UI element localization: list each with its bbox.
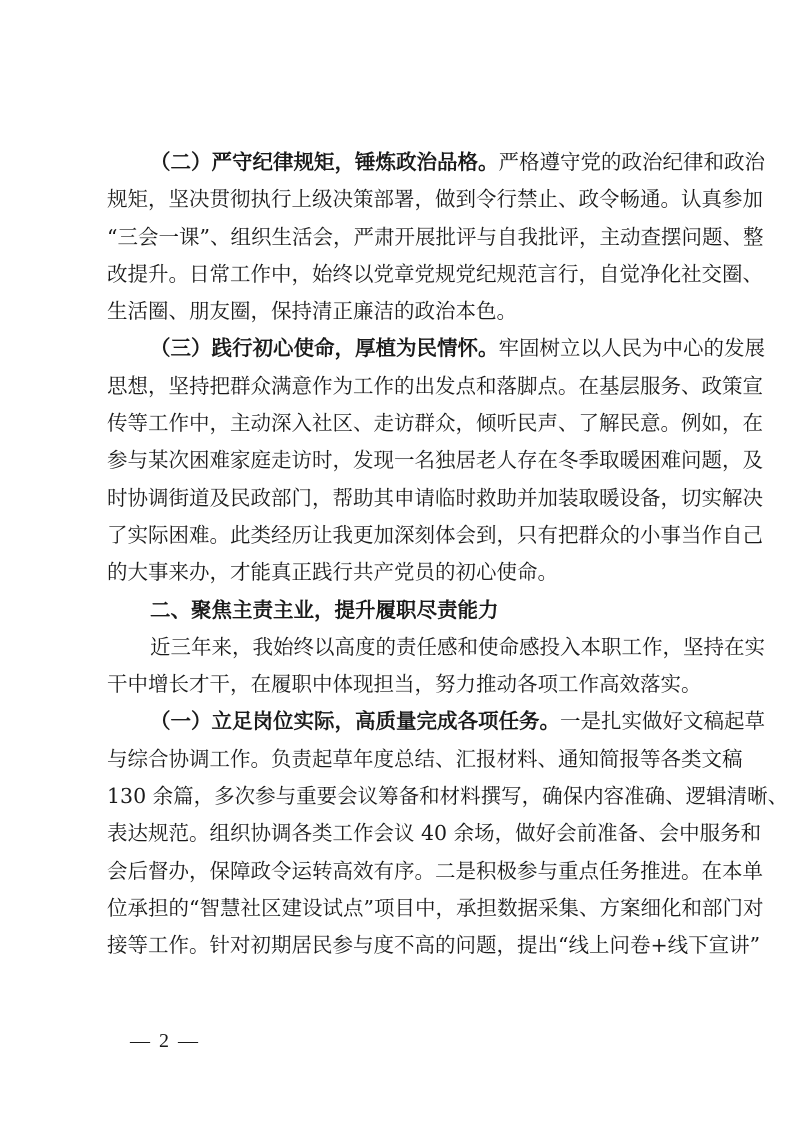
paragraph-line: [107, 927, 761, 964]
paragraph-line: [107, 741, 743, 778]
line-text: 与综合协调工作。负责起草年度总结、汇报材料、通知简报等各类文稿: [107, 746, 743, 771]
paragraph-lead: （三）践行初心使命，厚植为民情怀。: [150, 336, 499, 361]
line-text: 严格遵守党的政治纪律和政治: [498, 150, 765, 174]
paragraph-line: [107, 815, 762, 852]
paragraph-line: [107, 629, 765, 666]
line-text: 位承担的“智慧社区建设试点”项目中，承担数据采集、方案细化和部门对: [107, 895, 764, 920]
paragraph-line: [107, 256, 763, 293]
paragraph-line: [107, 703, 765, 740]
paragraph-line: [107, 890, 764, 927]
line-text: 干中增长才干，在履职中体现担当，努力推动各项工作高效落实。: [107, 672, 702, 697]
paragraph-line: [107, 480, 763, 517]
line-text: 表达规范。组织协调各类工作会议 40 余场，做好会前准备、会中服务和: [107, 821, 762, 846]
paragraph-line: [107, 219, 764, 256]
paragraph-line: [107, 293, 708, 330]
line-text: 牢固树立以人民为中心的发展: [498, 336, 765, 361]
paragraph: [107, 629, 765, 704]
line-text: 接等工作。针对初期居民参与度不高的问题，提出“线上问卷+线下宣讲”: [107, 933, 761, 958]
line-text: 130 余篇，多次参与重要会议筹备和材料撰写，确保内容准确、逻辑清晰、: [107, 784, 789, 809]
paragraph-line: [107, 405, 763, 442]
paragraph-lead: （二）严守纪律规矩，锤炼政治品格。: [150, 150, 499, 174]
document-body: [107, 144, 789, 965]
page-number: — 2 —: [130, 1030, 200, 1052]
paragraph-line: [107, 517, 763, 554]
line-text: 会后督办，保障政令运转高效有序。二是积极参与重点任务推进。在本单: [107, 858, 763, 883]
paragraph-line: [107, 554, 708, 591]
line-text: “三会一课”、组织生活会，严肃开展批评与自我批评，主动查摆问题、整: [107, 224, 764, 249]
paragraph-line: [107, 853, 763, 890]
paragraph-line: [107, 368, 763, 405]
paragraph-line: [107, 330, 765, 367]
paragraph: [107, 144, 765, 330]
paragraph-line: [107, 778, 789, 815]
line-text: 生活圈、朋友圈，保持清正廉洁的政治本色。: [107, 299, 517, 324]
line-text: 近三年来，我始终以高度的责任感和使命感投入本职工作，坚持在实: [150, 634, 765, 659]
section-heading: 二、聚焦主责主业，提升履职尽责能力: [150, 597, 499, 622]
paragraph: [107, 330, 765, 591]
line-text: 思想，坚持把群众满意作为工作的出发点和落脚点。在基层服务、政策宣: [107, 373, 763, 398]
paragraph-line: [107, 666, 708, 703]
paragraph-line: [107, 181, 763, 218]
line-text: 改提升。日常工作中，始终以党章党规党纪规范言行，自觉净化社交圈、: [107, 261, 763, 286]
line-text: 传等工作中，主动深入社区、走访群众，倾听民声、了解民意。例如，在: [107, 411, 763, 436]
line-text: 参与某次困难家庭走访时，发现一名独居老人存在冬季取暖困难问题，及: [107, 448, 763, 473]
line-text: 的大事来办，才能真正践行共产党员的初心使命。: [107, 560, 558, 585]
paragraph-line: [107, 442, 763, 479]
paragraph-line: [107, 144, 765, 181]
line-text: 一是扎实做好文稿起草: [560, 709, 765, 734]
paragraph-lead: （一）立足岗位实际，高质量完成各项任务。: [150, 709, 560, 734]
line-text: 了实际困难。此类经历让我更加深刻体会到，只有把群众的小事当作自己: [107, 522, 763, 547]
line-text: 规矩，坚决贯彻执行上级决策部署，做到令行禁止、政令畅通。认真参加: [107, 187, 763, 212]
paragraph: [107, 703, 789, 964]
line-text: 时协调街道及民政部门，帮助其申请临时救助并加装取暖设备，切实解决: [107, 485, 763, 510]
